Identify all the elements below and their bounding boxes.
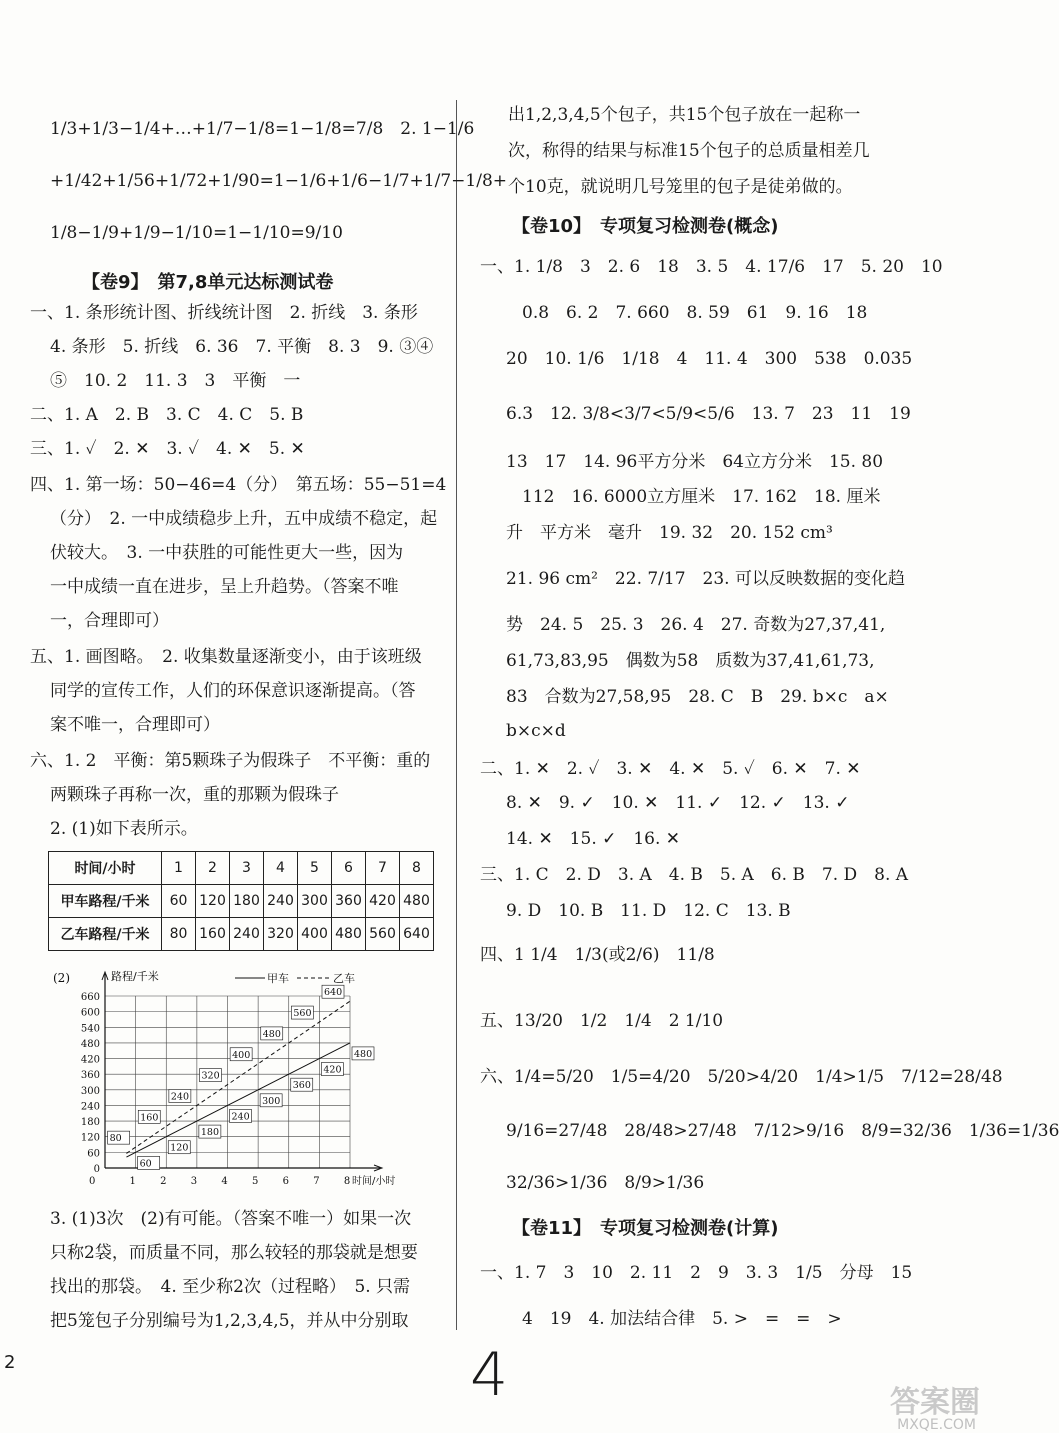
page-number: 2 (4, 1352, 16, 1373)
x-tick-label: 7 (313, 1176, 320, 1187)
watermark-url: MXQE.COM (897, 1417, 976, 1433)
data-label: 560 (293, 1008, 312, 1020)
y-tick-label: 600 (80, 1007, 100, 1019)
r11-s1-line: 4 19 4. 加法结合律 5. > = = > (522, 1309, 842, 1329)
table-header-cell: 2 (196, 852, 230, 885)
x-axis-label: 时间/小时 (352, 1176, 396, 1187)
table-cell: 320 (264, 918, 298, 951)
s5-line-2: 同学的宣传工作，人们的环保意识逐渐提高。（答 (50, 681, 416, 701)
r10-s1-line: 20 10. 1/6 1/18 4 11. 4 300 538 0.035 (506, 349, 913, 369)
r10-s1-line: 83 合数为27,58,95 28. C B 29. b×c a× (506, 687, 889, 707)
table-header-cell: 7 (366, 852, 400, 885)
r10-s1-line: 61,73,83,95 偶数为58 质数为37,41,61,73, (506, 651, 875, 671)
data-label: 400 (232, 1049, 251, 1061)
r10-s4-line: 四、1 1/4 1/3(或2/6) 11/8 (480, 945, 715, 965)
distance-table (48, 851, 434, 951)
r11-s1-line: 一、1. 7 3 10 2. 11 2 9 3. 3 1/5 分母 15 (480, 1263, 913, 1283)
series-line-1 (126, 1001, 350, 1153)
y-tick-label: 660 (80, 992, 100, 1003)
table-cell: 640 (400, 918, 434, 951)
s4-line-4: 一中成绩一直在进步，呈上升趋势。（答案不唯 (50, 577, 399, 597)
y-tick-label: 120 (80, 1132, 100, 1144)
after-line-3: 找出的那袋。 4. 至少称2次（过程略） 5. 只需 (50, 1277, 411, 1297)
r-top-2: 次，称得的结果与标准15个包子的总质量相差几 (508, 141, 870, 161)
r-top-1: 出1,2,3,4,5个包子，共15个包子放在一起称一 (508, 105, 861, 125)
y-tick-label: 420 (80, 1054, 100, 1066)
chart-part-label: (2) (53, 971, 70, 985)
table-cell: 60 (162, 885, 196, 918)
table-header-cell: 8 (400, 852, 434, 885)
s1-line-3: ⑤ 10. 2 11. 3 3 平衡 一 (50, 371, 301, 391)
table-cell: 240 (264, 885, 298, 918)
table-cell: 240 (230, 918, 264, 951)
fraction-line-2: +1/42+1/56+1/72+1/90=1−1/6+1/6−1/7+1/7−1/8+ (50, 171, 507, 191)
data-label: 420 (323, 1064, 342, 1076)
data-label: 80 (109, 1133, 122, 1145)
table-header-cell: 6 (332, 852, 366, 885)
after-line-1: 3. (1)3次 (2)有可能。（答案不唯一）如果一次 (50, 1209, 412, 1229)
r10-s1-line: 势 24. 5 25. 3 26. 4 27. 奇数为27,37,41, (506, 615, 886, 635)
x-tick-label: 5 (251, 1176, 259, 1187)
heading-paper-9: 【卷9】 第7,8单元达标测试卷 (82, 272, 334, 293)
s5-line-3: 案不唯一，合理即可） (50, 715, 220, 735)
table-cell: 120 (196, 885, 230, 918)
r10-s2-line: 8. ✕ 9. ✓ 10. ✕ 11. ✓ 12. ✓ 13. ✓ (506, 793, 850, 813)
data-label: 480 (262, 1028, 281, 1040)
y-tick-label: 60 (87, 1148, 100, 1160)
table-header-cell: 1 (162, 852, 196, 885)
data-label: 480 (354, 1048, 373, 1060)
table-header-cell: 3 (230, 852, 264, 885)
x-tick-label: 3 (190, 1176, 198, 1187)
table-cell: 560 (366, 918, 400, 951)
table-cell: 420 (366, 885, 400, 918)
data-label: 120 (170, 1142, 189, 1154)
data-label: 320 (201, 1070, 220, 1082)
r10-s3-line: 三、1. C 2. D 3. A 4. B 5. A 6. B 7. D 8. A (480, 865, 909, 885)
table-row-label: 甲车路程/千米 (49, 885, 162, 918)
s4-line-3: 伏较大。 3. 一中获胜的可能性更大一些，因为 (50, 543, 404, 563)
table-row (49, 852, 434, 885)
r10-s1-line: 112 16. 6000立方厘米 17. 162 18. 厘米 (522, 487, 881, 507)
r10-s5-line: 五、13/20 1/2 1/4 2 1/10 (480, 1011, 724, 1031)
x-tick-label: 1 (129, 1176, 136, 1187)
data-label: 160 (140, 1112, 159, 1124)
y-tick-label: 0 (93, 1164, 100, 1175)
s6-line-2: 两颗珠子再称一次，重的那颗为假珠子 (50, 785, 339, 805)
y-axis-label: 路程/千米 (111, 970, 159, 983)
fraction-line-1: 1/3+1/3−1/4+…+1/7−1/8=1−1/8=7/8 2. 1−1/6 (50, 119, 475, 139)
s3-line: 三、1. ✓ 2. ✕ 3. ✓ 4. ✕ 5. ✕ (30, 439, 305, 459)
after-line-4: 把5笼包子分别编号为1,2,3,4,5，并从中分别取 (50, 1311, 409, 1331)
y-tick-label: 540 (80, 1023, 100, 1035)
distance-line-chart (55, 966, 405, 1196)
y-tick-label: 300 (80, 1085, 100, 1097)
table-cell: 400 (298, 918, 332, 951)
r10-s6-line: 9/16=27/48 28/48>27/48 7/12>9/16 8/9=32/36 1/36=1/36 (506, 1121, 1059, 1141)
table-cell: 160 (196, 918, 230, 951)
after-line-2: 只称2袋，而质量不同，那么较轻的那袋就是想要 (50, 1243, 418, 1263)
s1-line-1: 一、1. 条形统计图、折线统计图 2. 折线 3. 条形 (30, 303, 418, 323)
table-cell: 180 (230, 885, 264, 918)
table-row (49, 885, 434, 918)
x-tick-label: 6 (282, 1176, 289, 1187)
data-label: 240 (170, 1091, 190, 1103)
data-label: 360 (292, 1080, 311, 1092)
y-tick-label: 480 (80, 1038, 100, 1050)
s5-line-1: 五、1. 画图略。 2. 收集数量逐渐变小，由于该班级 (30, 647, 422, 667)
s1-line-2: 4. 条形 5. 折线 6. 36 7. 平衡 8. 3 9. ③④ (50, 337, 434, 357)
table-cell: 480 (332, 918, 366, 951)
s4-line-2: （分） 2. 一中成绩稳步上升，五中成绩不稳定，起 (50, 509, 438, 529)
s2-line: 二、1. A 2. B 3. C 4. C 5. B (30, 405, 304, 425)
data-label: 180 (200, 1127, 220, 1139)
legend-label: 乙车 (333, 972, 355, 985)
column-divider (456, 100, 457, 1330)
r10-s1-line: 一、1. 1/8 3 2. 6 18 3. 5 4. 17/6 17 5. 20 10 (480, 257, 943, 277)
heading-paper-11: 【卷11】 专项复习检测卷(计算) (512, 1218, 779, 1239)
s4-line-1: 四、1. 第一场：50−46=4（分） 第五场：55−51=4 (30, 475, 447, 495)
r10-s6-line: 32/36>1/36 8/9>1/36 (506, 1173, 705, 1193)
table-cell: 80 (162, 918, 196, 951)
legend-label: 甲车 (267, 972, 289, 985)
data-label: 640 (324, 987, 343, 999)
handwritten-number: 4 (470, 1340, 509, 1410)
r10-s1-line: 6.3 12. 3/8<3/7<5/9<5/6 13. 7 23 11 19 (506, 404, 911, 424)
r10-s2-line: 二、1. ✕ 2. ✓ 3. ✕ 4. ✕ 5. ✓ 6. ✕ 7. ✕ (480, 759, 861, 779)
table-row-label: 乙车路程/千米 (49, 918, 162, 951)
r10-s1-line: 13 17 14. 96平方分米 64立方分米 15. 80 (506, 452, 884, 472)
table-cell: 480 (400, 885, 434, 918)
s6-line-1: 六、1. 2 平衡：第5颗珠子为假珠子 不平衡：重的 (30, 751, 431, 771)
y-tick-label: 360 (80, 1070, 100, 1082)
r-top-3: 个10克，就说明几号笼里的包子是徒弟做的。 (508, 177, 853, 197)
table-cell: 300 (298, 885, 332, 918)
data-label: 300 (262, 1095, 281, 1107)
fraction-line-3: 1/8−1/9+1/9−1/10=1−1/10=9/10 (50, 223, 343, 243)
data-label: 60 (139, 1158, 152, 1170)
y-tick-label: 180 (80, 1117, 100, 1129)
origin-label: 0 (89, 1176, 96, 1187)
r10-s1-line: 0.8 6. 2 7. 660 8. 59 61 9. 16 18 (522, 303, 868, 323)
r10-s1-line: b×c×d (506, 721, 566, 741)
y-tick-label: 240 (80, 1101, 100, 1113)
r10-s1-line: 升 平方米 毫升 19. 32 20. 152 cm³ (506, 523, 833, 543)
r10-s1-line: 21. 96 cm² 22. 7/17 23. 可以反映数据的变化趋 (506, 569, 905, 589)
x-tick-label: 2 (160, 1176, 167, 1187)
r10-s3-line: 9. D 10. B 11. D 12. C 13. B (506, 901, 791, 921)
table-header-cell: 时间/小时 (49, 852, 162, 885)
heading-paper-10: 【卷10】 专项复习检测卷(概念) (512, 216, 779, 237)
table-row (49, 918, 434, 951)
r10-s2-line: 14. ✕ 15. ✓ 16. ✕ (506, 829, 681, 849)
r10-s6-line: 六、1/4=5/20 1/5=4/20 5/20>4/20 1/4>1/5 7/12=28/48 (480, 1067, 1003, 1087)
x-tick-label: 8 (343, 1176, 351, 1187)
table-cell: 360 (332, 885, 366, 918)
s4-line-5: 一，合理即可） (50, 611, 169, 631)
s6-line-3: 2. (1)如下表所示。 (50, 819, 198, 839)
table-header-cell: 5 (298, 852, 332, 885)
table-header-cell: 4 (264, 852, 298, 885)
watermark-logo: 答案圈 (890, 1385, 980, 1420)
x-tick-label: 4 (221, 1176, 228, 1187)
data-label: 240 (231, 1111, 250, 1123)
